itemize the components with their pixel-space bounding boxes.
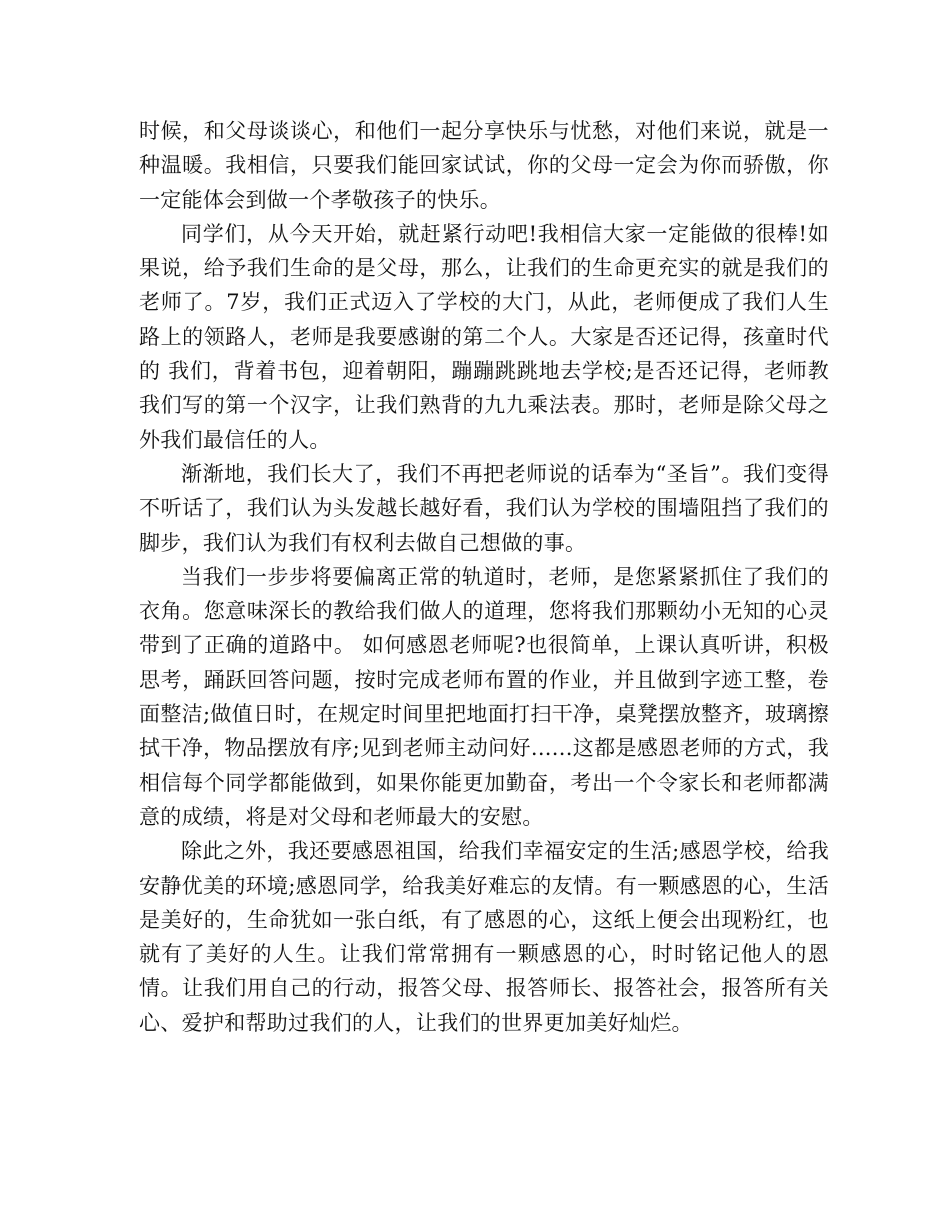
- paragraph-3: 渐渐地，我们长大了，我们不再把老师说的话奉为“圣旨”。我们变得不听话了，我们认为头发越长越好看，我们认为学校的围墙阻挡了我们的脚步，我们认为我们有权利去做自己想做的事。: [139, 461, 829, 555]
- paragraph-1: 时候，和父母谈谈心，和他们一起分享快乐与忧愁，对他们来说，就是一种温暖。我相信，只要我们能回家试试，你的父母一定会为你而骄傲，你一定能体会到做一个孝敬孩子的快乐。: [139, 119, 829, 212]
- paragraph-2: 同学们，从今天开始，就赶紧行动吧!我相信大家一定能做的很棒!如果说，给予我们生命的是父母，那么，让我们的生命更充实的就是我们的老师了。7岁，我们正式迈入了学校的大门，从此，老师便成了我们人生路上的领路人，老师是我要感谢的第二个人。大家是否还记得，孩童时代的 我们，背着书包，迎着朝阳，蹦蹦跳跳地去学校;是否还记得，老师教我们写的第一个汉字，让我们熟背的九九乘法表。那时，老师是除父母之外我们最信任的人。: [139, 221, 829, 452]
- paragraph-4: 当我们一步步将要偏离正常的轨道时，老师，是您紧紧抓住了我们的衣角。您意味深长的教给我们做人的道理，您将我们那颗幼小无知的心灵带到了正确的道路中。 如何感恩老师呢?也很简单，上课认真听讲，积极思考，踊跃回答问题，按时完成老师布置的作业，并且做到字迹工整，卷面整洁;做值日时，在规定时间里把地面打扫干净，桌凳摆放整齐，玻璃擦拭干净，物品摆放有序;见到老师主动问好......这都是感恩老师的方式，我相信每个同学都能做到，如果你能更加勤奋，考出一个令家长和老师都满意的成绩，将是对父母和老师最大的安慰。: [139, 564, 829, 829]
- paragraph-5: 除此之外，我还要感恩祖国，给我们幸福安定的生活;感恩学校，给我安静优美的环境;感恩同学，给我美好难忘的友情。有一颗感恩的心，生活是美好的，生命犹如一张白纸，有了感恩的心，这纸上便会出现粉红，也就有了美好的人生。让我们常常拥有一颗感恩的心，时时铭记他人的恩情。让我们用自己的行动，报答父母、报答师长、报答社会，报答所有关心、爱护和帮助过我们的人，让我们的世界更加美好灿烂。: [139, 839, 829, 1035]
- document-body: [139, 114, 829, 1040]
